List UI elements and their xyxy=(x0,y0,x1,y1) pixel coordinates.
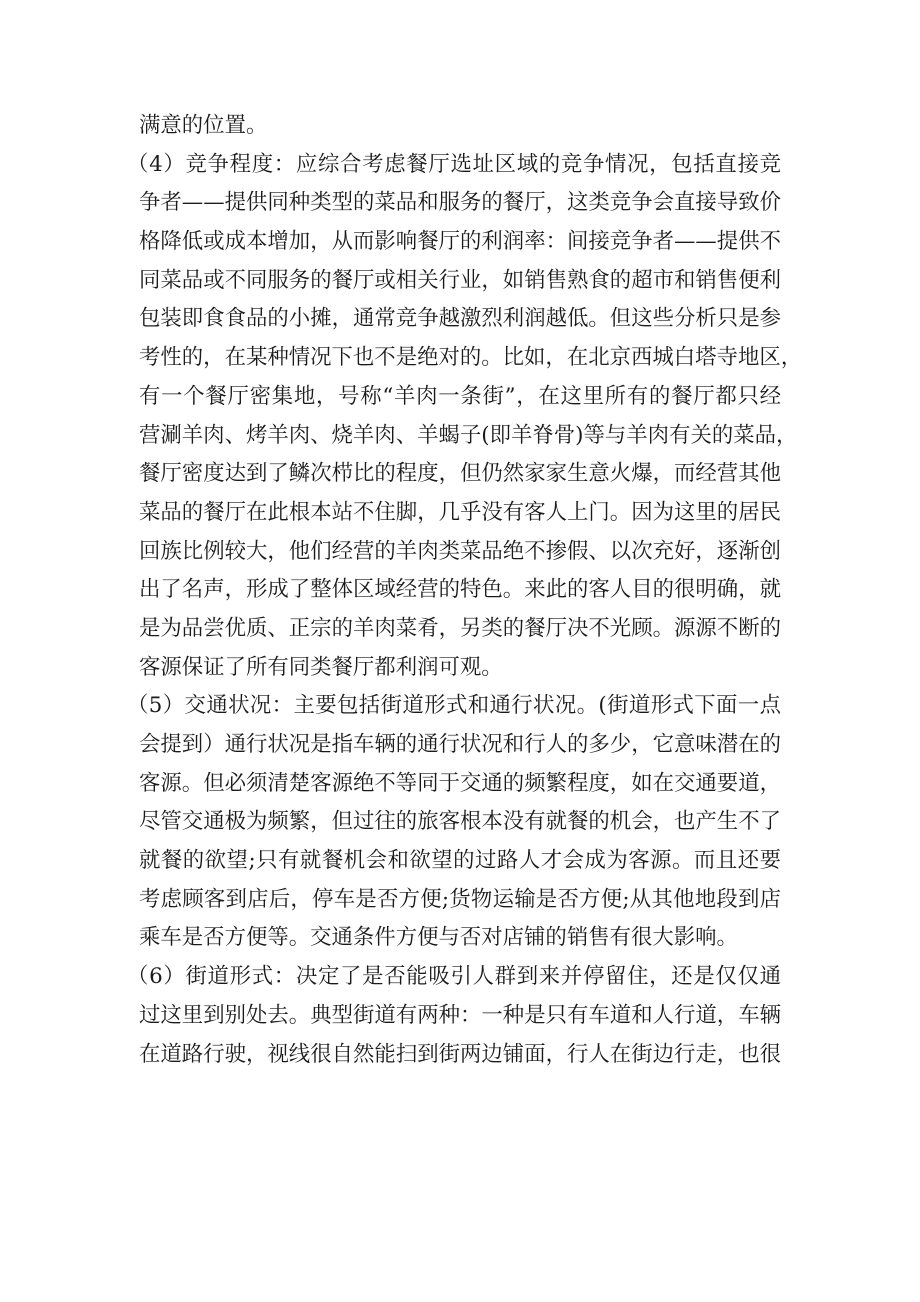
text-line: 包装即食食品的小摊，通常竞争越激烈利润越低。但这些分析只是参 xyxy=(139,306,781,332)
text-line: 过这里到别处去。典型街道有两种：一种是只有车道和人行道，车辆 xyxy=(139,1002,781,1028)
text-line: 考性的，在某种情况下也不是绝对的。比如，在北京西城白塔寺地区， xyxy=(139,345,803,371)
text-line: 回族比例较大，他们经营的羊肉类菜品绝不掺假、以次充好，逐渐创 xyxy=(139,538,781,564)
text-line: 客源保证了所有同类餐厅都利润可观。 xyxy=(139,654,503,680)
text-line: 在道路行驶，视线很自然能扫到街两边铺面，行人在街边行走，也很 xyxy=(139,1041,781,1067)
text-line: 就餐的欲望;只有就餐机会和欲望的过路人才会成为客源。而且还要 xyxy=(139,848,781,874)
text-line: 满意的位置。 xyxy=(139,113,268,138)
text-line: 客源。但必须清楚客源绝不等同于交通的频繁程度，如在交通要道， xyxy=(139,770,781,796)
body-text xyxy=(127,107,803,1074)
text-line: 有一个餐厅密集地，号称“羊肉一条街”，在这里所有的餐厅都只经 xyxy=(139,383,781,409)
text-line: 出了名声，形成了整体区域经营的特色。来此的客人目的很明确，就 xyxy=(139,577,781,603)
text-line: 乘车是否方便等。交通条件方便与否对店铺的销售有很大影响。 xyxy=(139,925,738,951)
text-line: 菜品的餐厅在此根本站不住脚，几乎没有客人上门。因为这里的居民 xyxy=(139,499,781,525)
text-line: 争者——提供同种类型的菜品和服务的餐厅，这类竞争会直接导致价 xyxy=(139,190,781,216)
text-line: 会提到）通行状况是指车辆的通行状况和行人的多少，它意味潜在的 xyxy=(139,732,781,757)
text-line: 考虑顾客到店后，停车是否方便;货物运输是否方便;从其他地段到店 xyxy=(139,886,781,912)
text-line: 格降低或成本增加，从而影响餐厅的利润率：间接竞争者——提供不 xyxy=(139,229,781,255)
text-line: 同菜品或不同服务的餐厅或相关行业，如销售熟食的超市和销售便利 xyxy=(139,267,781,293)
text-line: （5）交通状况：主要包括街道形式和通行状况。(街道形式下面一点 xyxy=(127,693,781,719)
text-line: 餐厅密度达到了鳞次栉比的程度，但仍然家家生意火爆，而经营其他 xyxy=(139,461,781,487)
text-line: 尽管交通极为频繁，但过往的旅客根本没有就餐的机会，也产生不了 xyxy=(139,809,781,835)
text-line: 营涮羊肉、烤羊肉、烧羊肉、羊蝎子(即羊脊骨)等与羊肉有关的菜品， xyxy=(139,422,798,448)
text-line: （4）竞争程度：应综合考虑餐厅选址区域的竞争情况，包括直接竞 xyxy=(127,151,781,177)
text-line: （6）街道形式：决定了是否能吸引人群到来并停留住，还是仅仅通 xyxy=(127,964,781,990)
text-line: 是为品尝优质、正宗的羊肉菜肴，另类的餐厅决不光顾。源源不断的 xyxy=(139,615,781,641)
